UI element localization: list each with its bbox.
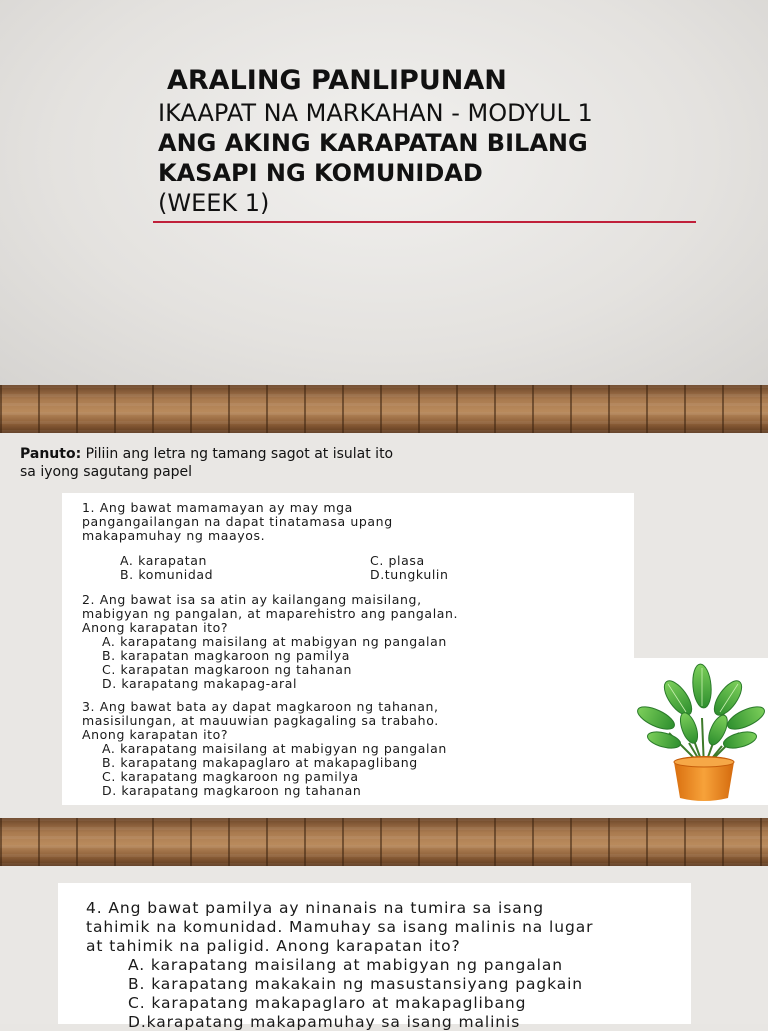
question-4-line-1: 4. Ang bawat pamilya ay ninanais na tumira sa isang xyxy=(86,899,545,917)
q1-option-a: A. karapatan xyxy=(120,553,208,568)
question-1-line-2: pangangailangan na dapat tinatamasa upang xyxy=(82,513,393,529)
question-1-line-1: 1. Ang bawat mamamayan ay may mga xyxy=(82,500,353,515)
wood-floor-divider xyxy=(0,385,768,433)
q3-option-a: A. karapatang maisilang at mabigyan ng pangalan xyxy=(102,741,447,756)
q1-option-c: C. plasa xyxy=(370,553,425,568)
question-1-line-3: makapamuhay ng maayos. xyxy=(82,527,266,543)
question-3-line-2: masisilungan, at mauuwian pagkagaling sa trabaho. xyxy=(82,712,439,728)
title-block xyxy=(158,64,593,218)
q4-option-a: A. karapatang maisilang at mabigyan ng pangalan xyxy=(128,956,563,974)
q3-option-d: D. karapatang magkaroon ng tahanan xyxy=(102,783,362,798)
question-2-line-3: Anong karapatan ito? xyxy=(82,619,229,635)
question-4-line-3: at tahimik na paligid. Anong karapatan ito? xyxy=(86,937,461,955)
question-2-line-2: mabigyan ng pangalan, at maparehistro ang pangalan. xyxy=(82,605,459,621)
question-3-line-1: 3. Ang bawat bata ay dapat magkaroon ng tahanan, xyxy=(82,699,439,714)
potted-plant-icon xyxy=(634,658,768,805)
q1-option-b: B. komunidad xyxy=(120,567,214,582)
q3-option-c: C. karapatang magkaroon ng pamilya xyxy=(102,769,359,784)
instructions-text: Piliin ang letra ng tamang sagot at isulat ito sa iyong sagutang papel xyxy=(20,446,394,480)
question-3-line-3: Anong karapatan ito? xyxy=(82,726,229,742)
week-label: (WEEK 1) xyxy=(158,189,270,217)
plant-card xyxy=(634,658,768,805)
question-2 xyxy=(82,593,458,634)
question-1 xyxy=(82,501,393,542)
question-2-line-1: 2. Ang bawat isa sa atin ay kailangang maisilang, xyxy=(82,592,422,607)
question-3 xyxy=(82,700,439,741)
q4-option-c: C. karapatang makapaglaro at makapaglibang xyxy=(128,994,527,1012)
question-4-line-2: tahimik na komunidad. Mamuhay sa isang malinis na lugar xyxy=(86,918,594,936)
q3-option-b: B. karapatang makapaglaro at makapaglibang xyxy=(102,755,418,770)
q2-option-b: B. karapatan magkaroon ng pamilya xyxy=(102,648,350,663)
quarter-module: IKAAPAT NA MARKAHAN - MODYUL 1 xyxy=(158,99,593,127)
title-divider xyxy=(153,221,696,223)
q2-option-a: A. karapatang maisilang at mabigyan ng pangalan xyxy=(102,634,447,649)
q1-option-d: D.tungkulin xyxy=(370,567,449,582)
instructions xyxy=(20,445,400,481)
instructions-label: Panuto: xyxy=(20,446,82,462)
subject-title: ARALING PANLIPUNAN xyxy=(167,65,507,96)
wood-floor-divider-2 xyxy=(0,818,768,866)
q2-option-d: D. karapatang makapag-aral xyxy=(102,676,298,691)
topic-line-1: ANG AKING KARAPATAN BILANG xyxy=(158,129,588,157)
topic-line-2: KASAPI NG KOMUNIDAD xyxy=(158,159,483,187)
q4-option-d: D.karapatang makapamuhay sa isang malinis xyxy=(128,1013,521,1031)
q4-option-b: B. karapatang makakain ng masustansiyang pagkain xyxy=(128,975,584,993)
q2-option-c: C. karapatan magkaroon ng tahanan xyxy=(102,662,352,677)
